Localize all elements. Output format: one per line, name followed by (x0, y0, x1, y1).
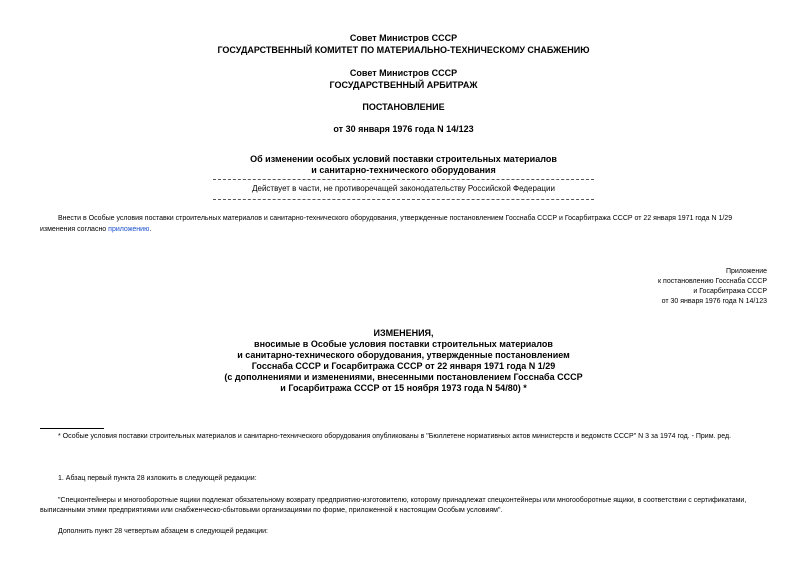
appendix-ref-line3: от 30 января 1976 года N 14/123 (661, 298, 767, 305)
quote-line2: выписанными этими предприятиями или снабженческо-сбытовыми организациями по форме, приложенной к настоящим Особым условиям". (40, 507, 503, 514)
document-date: от 30 января 1976 года N 14/123 (333, 124, 474, 134)
status-note: Действует в части, не противоречащей законодательству Российской Федерации (252, 184, 555, 193)
document-type: ПОСТАНОВЛЕНИЕ (362, 102, 445, 112)
org2-line2: ГОСУДАРСТВЕННЫЙ АРБИТРАЖ (329, 80, 478, 90)
org1-line1: Совет Министров СССР (349, 33, 458, 43)
appendix-label: Приложение (725, 268, 767, 275)
appendix-ref-line2: и Госарбитража СССР (693, 288, 767, 295)
changes-subtitle-line2: и санитарно-технического оборудования, утвержденные постановлением (237, 350, 570, 360)
org2-line1: Совет Министров СССР (349, 68, 458, 78)
appendix-ref-line1: к постановлению Госснаба СССР (658, 278, 767, 285)
footnote: * Особые условия поставки строительных материалов и санитарно-технического оборудования опубликованы в "Бюллетене нормативных актов министерств и ведомств СССР" N 3 за 1974 год. - Прим. ред. (58, 433, 732, 440)
intro-text: изменения согласно (40, 226, 109, 233)
org1-line2: ГОСУДАРСТВЕННЫЙ КОМИТЕТ ПО МАТЕРИАЛЬНО-ТЕХНИЧЕСКОМУ СНАБЖЕНИЮ (217, 45, 590, 55)
intro-line2 (40, 225, 151, 235)
item-1: 1. Абзац первый пункта 28 изложить в следующей редакции: (58, 475, 257, 482)
changes-subtitle-line1: вносимые в Особые условия поставки строительных материалов (254, 339, 553, 349)
item-2: Дополнить пункт 28 четвертым абзацем в следующей редакции: (58, 528, 268, 535)
changes-subtitle-line5: и Госарбитража СССР от 15 ноября 1973 года N 54/80) * (280, 383, 527, 393)
divider-top (213, 179, 594, 180)
footnote-separator (40, 428, 104, 429)
divider-bottom (213, 199, 594, 200)
changes-subtitle-line4: (с дополнениями и изменениями, внесенными постановлением Госснаба СССР (224, 372, 583, 382)
changes-subtitle-line3: Госснаба СССР и Госарбитража СССР от 22 января 1971 года N 1/29 (251, 361, 556, 371)
intro-period: . (149, 226, 152, 233)
document-title-line1: Об изменении особых условий поставки строительных материалов (250, 154, 557, 164)
quote-line1: "Спецконтейнеры и многооборотные ящики подлежат обязательному возврату предприятию-изготовителю, которому принадлежат спецконтейнеры или многооборотные ящики, в соответствии с сертификатами, (58, 497, 747, 504)
document-title-line2: и санитарно-технического оборудования (311, 165, 496, 175)
appendix-link[interactable]: приложению (108, 226, 150, 233)
changes-heading: ИЗМЕНЕНИЯ, (373, 328, 434, 338)
intro-line1: Внести в Особые условия поставки строительных материалов и санитарно-технического оборудования, утвержденные постановлением Госснаба СССР и Госарбитража СССР от 22 января 1971 года N 1/29 (58, 215, 733, 222)
